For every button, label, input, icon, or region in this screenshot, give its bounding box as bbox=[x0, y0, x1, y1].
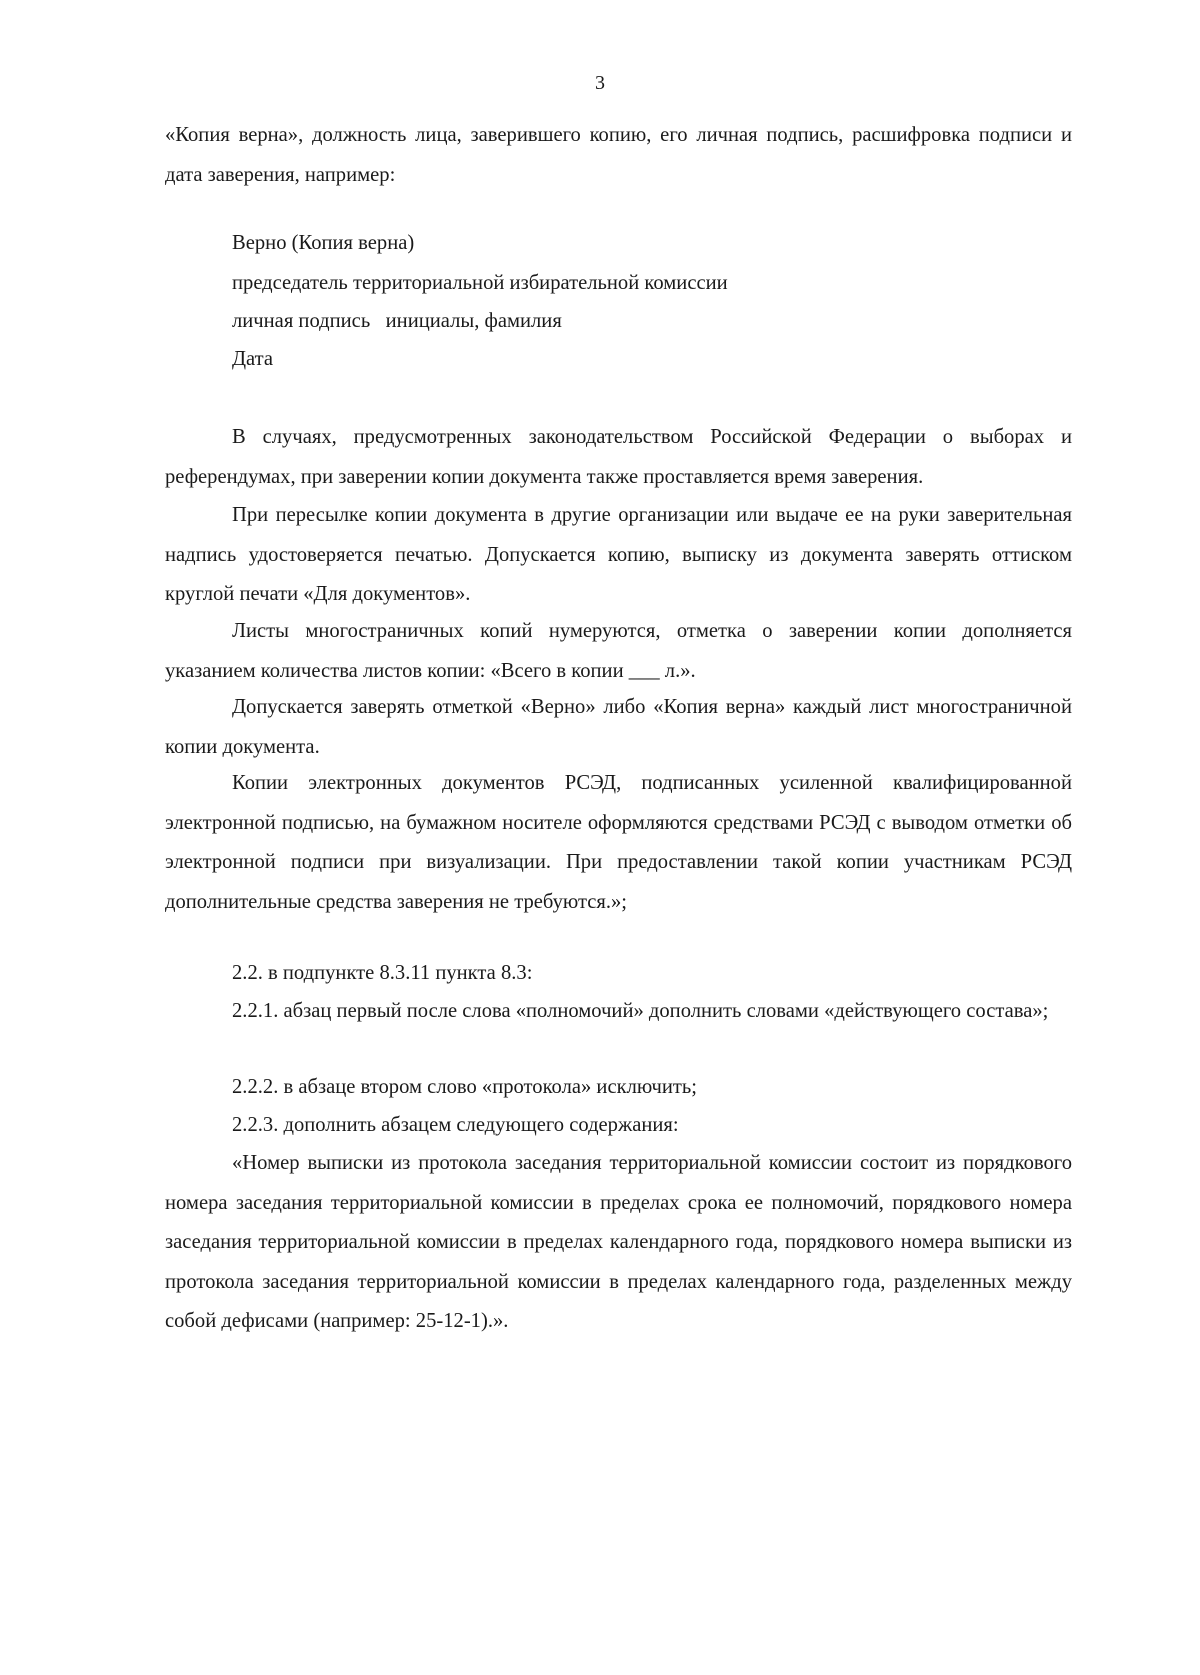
paragraph-seal: При пересылке копии документа в другие организации или выдаче ее на руки заверительная надпись удостоверяется печатью. Допускается копию, выписку из документа заверять оттиском круглой печати «Для документов». bbox=[165, 504, 1072, 606]
paragraph-sheet-numbering: Листы многостраничных копий нумеруются, отметка о заверении копии дополняется указанием количества листов копии: «Всего в копии ___ л.». bbox=[165, 620, 1072, 682]
sample-line-2: председатель территориальной избирательной комиссии bbox=[232, 272, 728, 294]
paragraph-time-of-certification: В случаях, предусмотренных законодательством Российской Федерации о выборах и референдумах, при заверении копии документа также проставляется время заверения. bbox=[165, 426, 1072, 488]
sample-line-3: личная подпись инициалы, фамилия bbox=[232, 310, 562, 332]
sample-line-4: Дата bbox=[232, 348, 274, 370]
page-number: 3 bbox=[595, 72, 605, 94]
paragraph-each-sheet: Допускается заверять отметкой «Верно» либо «Копия верна» каждый лист многостраничной копии документа. bbox=[165, 696, 1072, 758]
sample-line-1: Верно (Копия верна) bbox=[232, 232, 415, 254]
intro-paragraph: «Копия верна», должность лица, заверившего копию, его личная подпись, расшифровка подписи и дата заверения, например: bbox=[165, 124, 1072, 186]
amendment-2-2-1: 2.2.1. абзац первый после слова «полномочий» дополнить словами «действующего состава»; bbox=[232, 1000, 1049, 1022]
amendment-2-2: 2.2. в подпункте 8.3.11 пункта 8.3: bbox=[232, 962, 533, 984]
paragraph-extract-number: «Номер выписки из протокола заседания территориальной комиссии состоит из порядкового номера заседания территориальной комиссии в пределах срока ее полномочий, порядкового номера заседания территориальной комиссии в пределах календарного года, порядкового номера выписки из протокола заседания территориальной комиссии в пределах календарного года, разделенных между собой дефисами (например: 25-12-1).». bbox=[165, 1152, 1072, 1333]
amendment-2-2-3: 2.2.3. дополнить абзацем следующего содержания: bbox=[232, 1114, 679, 1136]
amendment-2-2-2: 2.2.2. в абзаце втором слово «протокола» исключить; bbox=[232, 1076, 697, 1098]
paragraph-electronic-copies: Копии электронных документов РСЭД, подписанных усиленной квалифицированной электронной подписью, на бумажном носителе оформляются средствами РСЭД с выводом отметки об электронной подписи при визуализации. При предоставлении такой копии участникам РСЭД дополнительные средства заверения не требуются.»; bbox=[165, 772, 1072, 913]
